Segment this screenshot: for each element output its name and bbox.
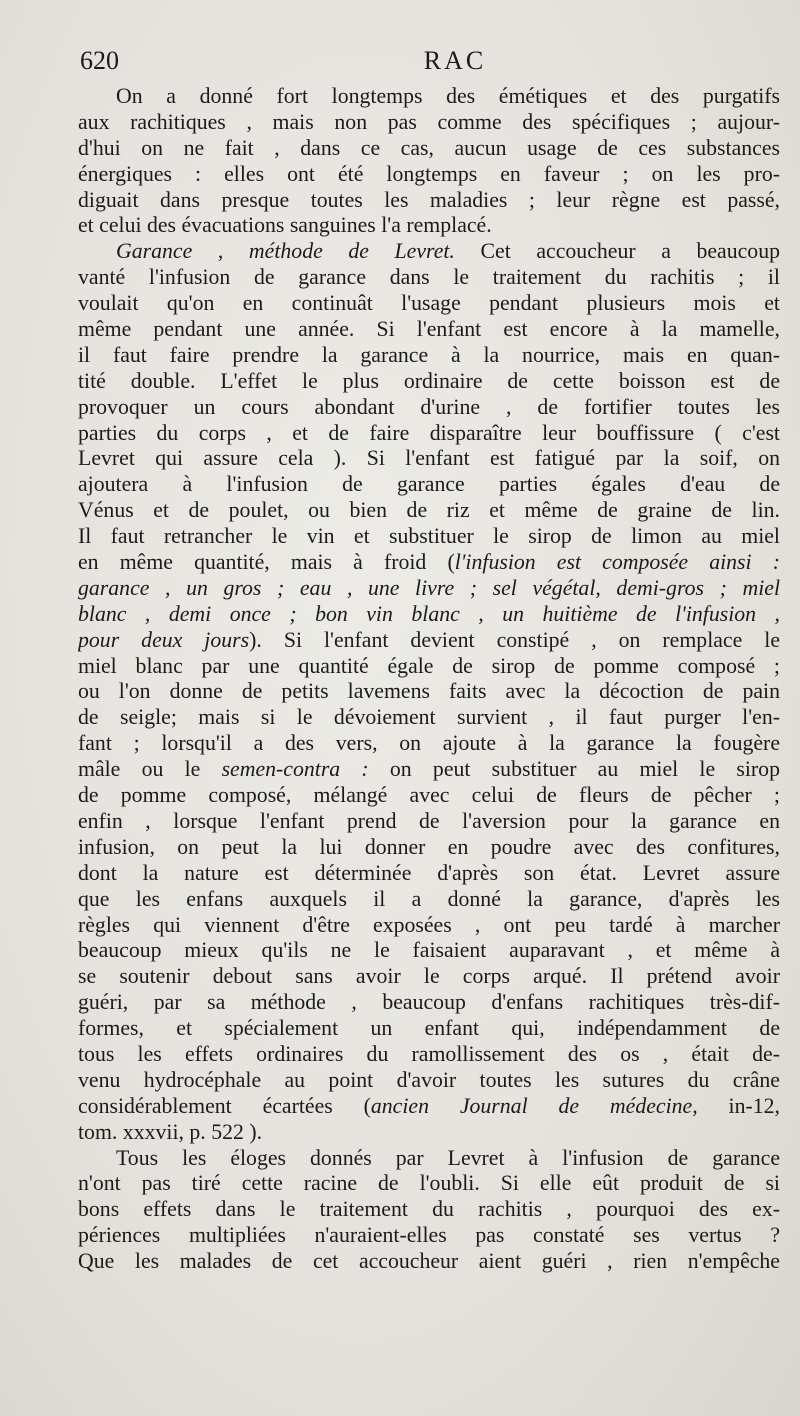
- text-line: ou l'on donne de petits lavemens faits avec la décoction de pain: [78, 679, 780, 704]
- text-line: formes, et spécialement un enfant qui, indépendamment de: [78, 1016, 780, 1041]
- text-line: Que les malades de cet accoucheur aient guéri , rien n'empêche: [78, 1249, 780, 1274]
- text-line: aux rachitiques , mais non pas comme des spécifiques ; aujour-: [78, 109, 780, 134]
- text-line: même pendant une année. Si l'enfant est encore à la mamelle,: [78, 317, 780, 342]
- text-line: que les enfans auxquels il a donné la garance, d'après les: [78, 886, 780, 911]
- text-line: provoquer un cours abondant d'urine , de fortifier toutes les: [78, 394, 780, 419]
- text-line: Levret qui assure cela ). Si l'enfant est fatigué par la soif, on: [78, 446, 780, 471]
- running-head: RAC: [423, 46, 487, 75]
- text-line: infusion, on peut la lui donner en poudre avec des confitures,: [78, 834, 780, 859]
- text-line: On a donné fort longtemps des émétiques et des purgatifs: [116, 84, 780, 108]
- text-line: périences multipliées n'auraient-elles pas constaté ses vertus ?: [78, 1223, 780, 1248]
- text-line: venu hydrocéphale au point d'avoir toutes les sutures du crâne: [78, 1067, 780, 1092]
- text-line: Il faut retrancher le vin et substituer le sirop de limon au miel: [78, 524, 780, 549]
- text-line: miel blanc par une quantité égale de sirop de pomme composé ;: [78, 653, 780, 678]
- text-line: énergiques : elles ont été longtemps en faveur ; on les pro-: [78, 161, 780, 186]
- page-number: 620: [80, 46, 119, 75]
- text-line: vanté l'infusion de garance dans le traitement du rachitis ; il: [78, 265, 780, 290]
- text-line: diguait dans presque toutes les maladies ; leur règne est passé,: [78, 187, 780, 212]
- text-line: fant ; lorsqu'il a des vers, on ajoute à la garance la fougère: [78, 731, 780, 756]
- text-line: ajoutera à l'infusion de garance parties égales d'eau de: [78, 472, 780, 497]
- text-line: guéri, par sa méthode , beaucoup d'enfans rachitiques très-dif-: [78, 990, 780, 1015]
- page-header: [80, 46, 780, 86]
- text-line: règles qui viennent d'être exposées , ont peu tardé à marcher: [78, 912, 780, 937]
- text-line: garance , un gros ; eau , une livre ; sel végétal, demi-gros ; miel: [78, 575, 780, 600]
- text-line: tous les effets ordinaires du ramollissement des os , était de-: [78, 1041, 780, 1066]
- text-line: Garance , méthode de Levret. Cet accoucheur a beaucoup: [116, 239, 780, 264]
- text-line: Vénus et de poulet, ou bien de riz et même de graine de lin.: [78, 498, 780, 523]
- text-line: de pomme composé, mélangé avec celui de fleurs de pêcher ;: [78, 783, 780, 808]
- text-line: se soutenir debout sans avoir le corps arqué. Il prétend avoir: [78, 964, 780, 989]
- text-line: parties du corps , et de faire disparaître leur bouffissure ( c'est: [78, 420, 780, 445]
- text-line: mâle ou le semen-contra : on peut substituer au miel le sirop: [78, 757, 780, 782]
- text-line: dont la nature est déterminée d'après son état. Levret assure: [78, 860, 780, 885]
- text-line: tom. xxxvii, p. 522 ).: [78, 1119, 263, 1144]
- text-line: et celui des évacuations sanguines l'a remplacé.: [78, 213, 492, 238]
- text-line: pour deux jours). Si l'enfant devient constipé , on remplace le: [78, 627, 780, 652]
- text-line: bons effets dans le traitement du rachitis , pourquoi des ex-: [78, 1197, 780, 1222]
- text-line: voulait qu'on en continuât l'usage pendant plusieurs mois et: [78, 291, 780, 316]
- text-line: de seigle; mais si le dévoiement survient , il faut purger l'en-: [78, 705, 780, 730]
- text-line: n'ont pas tiré cette racine de l'oubli. Si elle eût produit de si: [78, 1171, 780, 1196]
- citation: ancien Journal de médecine,: [370, 1093, 698, 1118]
- text-line: enfin , lorsque l'enfant prend de l'aversion pour la garance en: [78, 808, 780, 833]
- text-line: blanc , demi once ; bon vin blanc , un huitième de l'infusion ,: [78, 601, 780, 626]
- text-line: Tous les éloges donnés par Levret à l'infusion de garance: [116, 1145, 780, 1170]
- text-line: en même quantité, mais à froid (l'infusion est composée ainsi :: [78, 550, 780, 575]
- text-line: tité double. L'effet le plus ordinaire de cette boisson est de: [78, 368, 780, 393]
- text-line: considérablement écartées (ancien Journal de médecine, in-12,: [78, 1093, 780, 1118]
- text-line: il faut faire prendre la garance à la nourrice, mais en quan-: [78, 342, 780, 367]
- text-line: beaucoup mieux qu'ils ne le faisaient auparavant , et même à: [78, 938, 780, 963]
- section-heading: Garance , méthode de Levret.: [116, 239, 455, 264]
- body-text: [78, 84, 780, 1275]
- text-line: d'hui on ne fait , dans ce cas, aucun usage de ces substances: [78, 135, 780, 160]
